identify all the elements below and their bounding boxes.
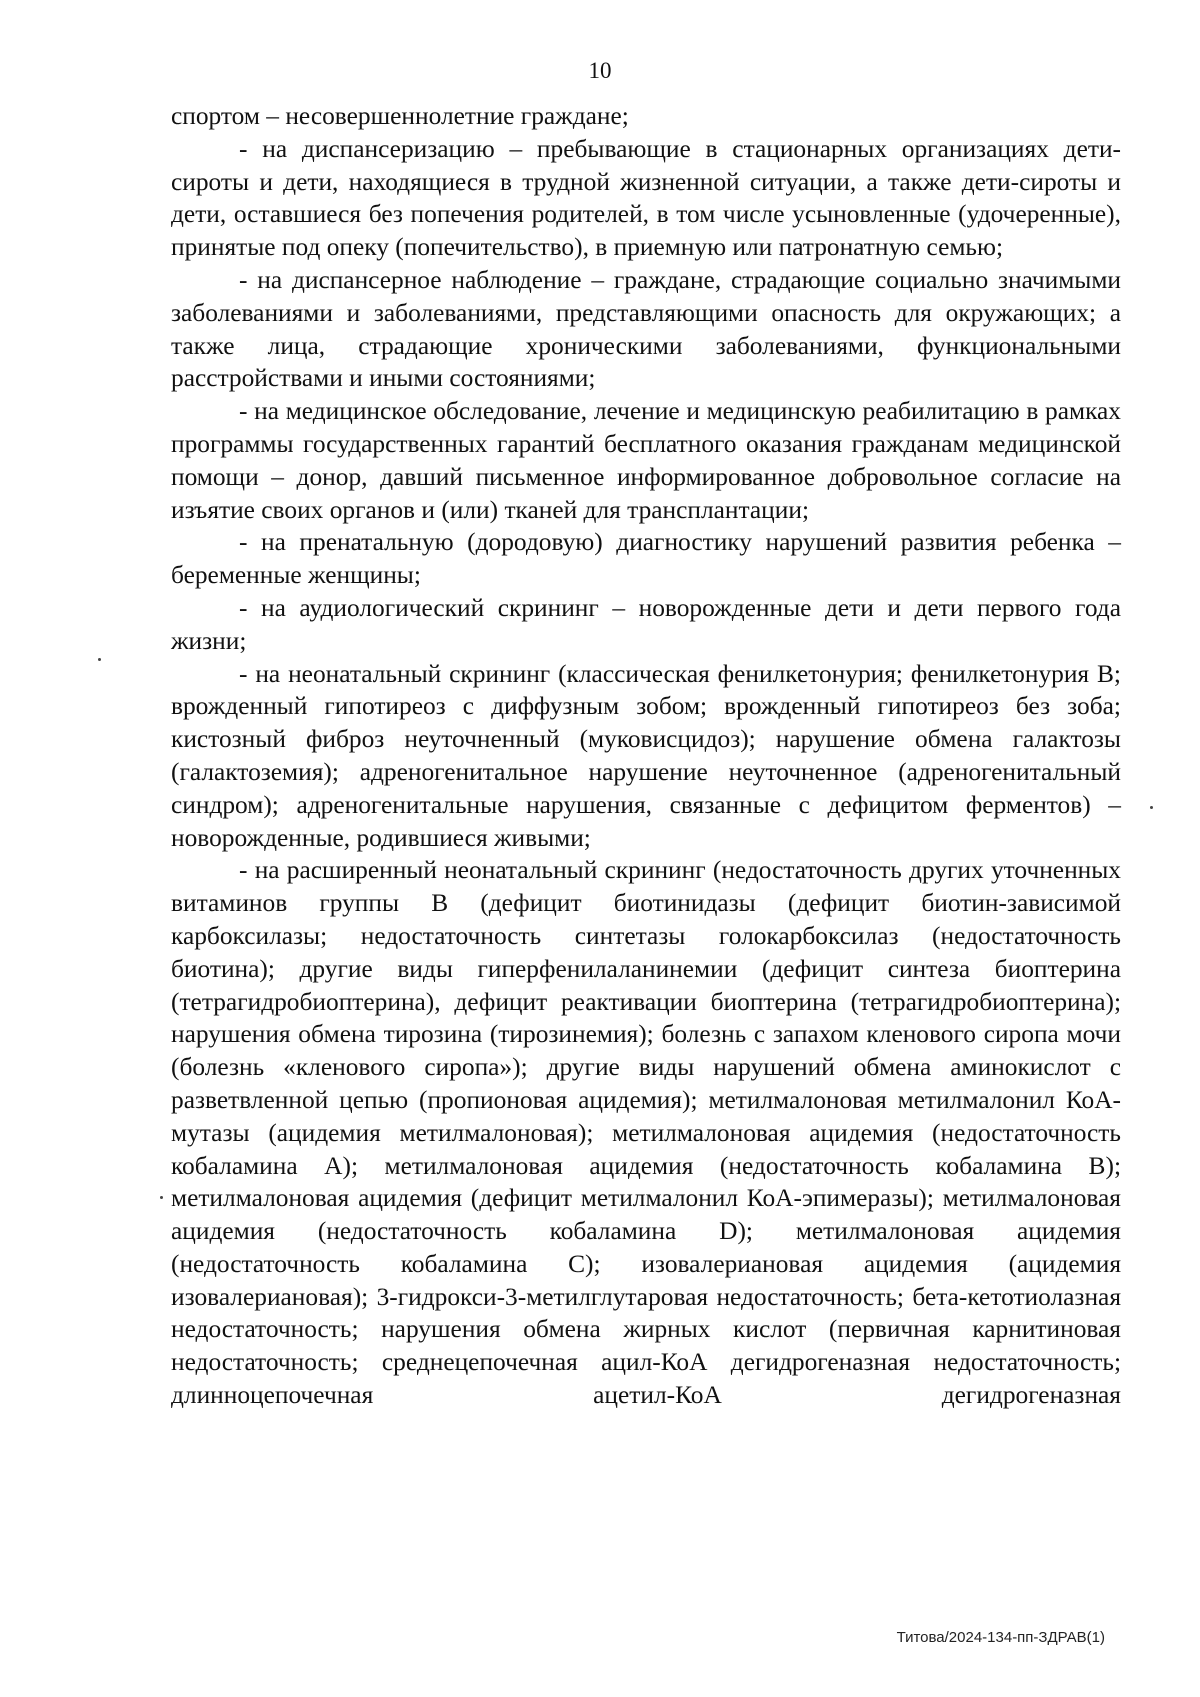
paragraph-audiological-screening: - на аудиологический скрининг – новорожденные дети и дети первого года жизни; xyxy=(171,593,1121,655)
paragraph-dispensary-observation: - на диспансерное наблюдение – граждане, страдающие социально значимыми заболеваниями и заболеваниями, представляющими опасность для окружающих; а также лица, страдающие хроническими заболеваниями, функциональными расстройствами и иными состояниями; xyxy=(171,265,1121,393)
document-body xyxy=(171,100,1121,1412)
paragraph-extended-neonatal-screening: - на расширенный неонатальный скрининг (недостаточность других уточненных витаминов группы B (дефицит биотинидазы (дефицит биотин-зависимой карбоксилазы; недостаточность синтетазы голокарбоксилаз (недостаточность биотина); другие виды гиперфенилаланинемии (дефицит синтеза биоптерина (тетрагидробиоптерина), дефицит реактивации биоптерина (тетрагидробиоптерина); нарушения обмена тирозина (тирозинемия); болезнь с запахом кленового сиропа мочи (болезнь «кленового сиропа»); другие виды нарушений обмена аминокислот с разветвленной цепью (пропионовая ацидемия); метилмалоновая метилмалонил КоА-мутазы (ацидемия метилмалоновая); метилмалоновая ацидемия (недостаточность кобаламина A); метилмалоновая ацидемия (недостаточность кобаламина B); метилмалоновая ацидемия (дефицит метилмалонил КоА-эпимеразы); метилмалоновая ацидемия (недостаточность кобаламина D); метилмалоновая ацидемия (недостаточность кобаламина C); изовалериановая ацидемия (ацидемия изовалериановая); 3-гидрокси-3-метилглутаровая недостаточность; бета-кетотиолазная недостаточность; нарушения обмена жирных кислот (первичная карнитиновая недостаточность; среднецепочечная ацил-КоА дегидрогеназная недостаточность; длинноцепочечная ацетил-КоА дегидрогеназная xyxy=(171,856,1121,1410)
scan-speck xyxy=(160,1196,163,1199)
document-code-footer: Титова/2024-134-пп-ЗДРАВ(1) xyxy=(896,1629,1105,1646)
scan-speck xyxy=(1150,806,1153,809)
scan-speck xyxy=(98,658,101,661)
paragraph-organ-donor: - на медицинское обследование, лечение и медицинскую реабилитацию в рамках программы государственных гарантий бесплатного оказания гражданам медицинской помощи – донор, давший письменное информированное добровольное согласие на изъятие своих органов и (или) тканей для трансплантации; xyxy=(171,397,1121,524)
paragraph-dispanserization: - на диспансеризацию – пребывающие в стационарных организациях дети-сироты и дети, находящиеся в трудной жизненной ситуации, а также дети-сироты и дети, оставшиеся без попечения родителей, в том числе усыновленные (удочеренные), принятые под опеку (попечительство), в приемную или патронатную семью; xyxy=(171,134,1121,262)
paragraph-sport-continuation: спортом – несовершеннолетние граждане; xyxy=(171,102,629,130)
page-number: 10 xyxy=(588,58,612,83)
paragraph-neonatal-screening: - на неонатальный скрининг (классическая фенилкетонурия; фенилкетонурия B; врожденный гипотиреоз с диффузным зобом; врожденный гипотиреоз без зоба; кистозный фиброз неуточненный (муковисцидоз); нарушение обмена галактозы (галактоземия); адреногенитальное нарушение неуточненное (адреногенитальный синдром); адреногенитальные нарушения, связанные с дефицитом ферментов) – новорожденные, родившиеся живыми; xyxy=(171,659,1121,852)
paragraph-prenatal-diagnostics: - на пренатальную (дородовую) диагностику нарушений развития ребенка – беременные женщины; xyxy=(171,528,1121,590)
